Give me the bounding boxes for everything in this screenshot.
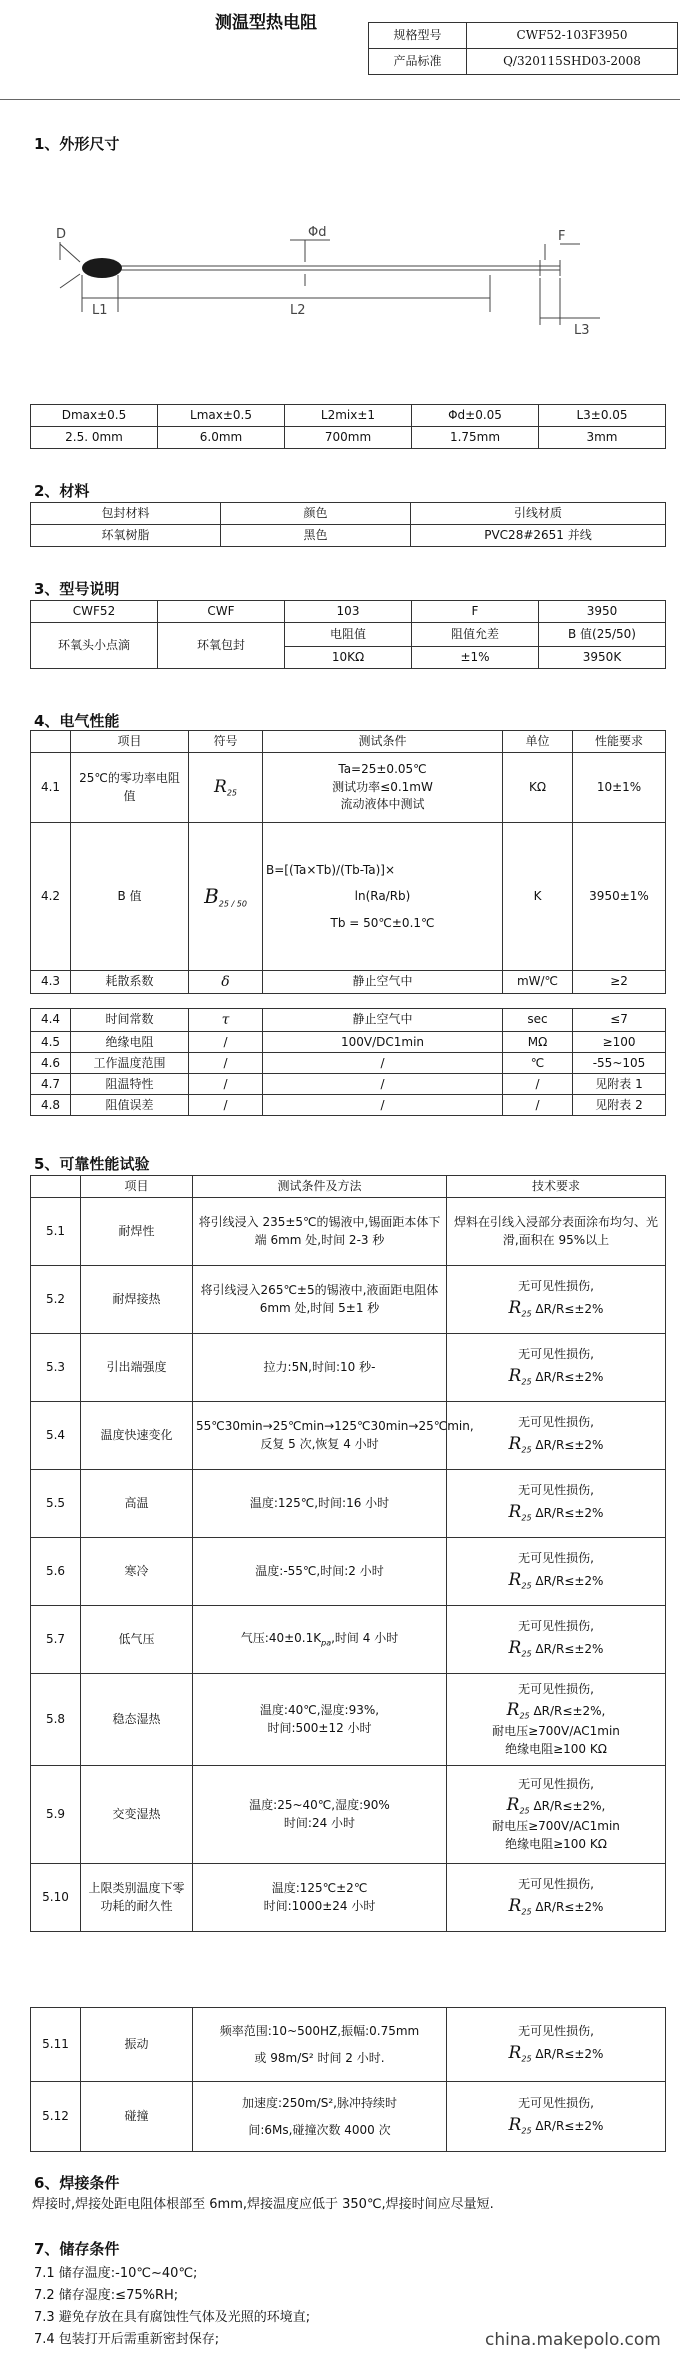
row-number: 5.2 <box>31 1266 81 1334</box>
test-condition: Ta=25±0.05℃ 测试功率≤0.1mW 流动液体中测试 <box>263 753 503 823</box>
item-name: 温度快速变化 <box>81 1402 193 1470</box>
item-name: 引出端强度 <box>81 1334 193 1402</box>
requirement: 见附表 2 <box>573 1095 666 1116</box>
row-number: 5.11 <box>31 2008 81 2082</box>
item-name: 振动 <box>81 2008 193 2082</box>
section-7-title: 7、储存条件 <box>34 2240 120 2258</box>
storage-item: 7.2 储存湿度:≤75%RH; <box>34 2288 179 2303</box>
item-name: 工作温度范围 <box>71 1053 189 1074</box>
requirement: 3950±1% <box>573 823 666 971</box>
requirement: 无可见性损伤, $R_{25}$ ΔR/R≤±2% <box>447 1334 666 1402</box>
row-number: 5.12 <box>31 2082 81 2152</box>
item-name: 阻温特性 <box>71 1074 189 1095</box>
requirement: ≥2 <box>573 971 666 994</box>
electrical-table-2 <box>30 1008 666 1116</box>
dim-value: 2.5. 0mm <box>31 427 158 449</box>
item-name: 稳态湿热 <box>81 1674 193 1766</box>
soldering-note: 焊接时,焊接处距电阻体根部至 6mm,焊接温度应低于 350℃,焊接时间应尽量短. <box>32 2197 494 2212</box>
test-condition: 静止空气中 <box>263 971 503 994</box>
item-name: 时间常数 <box>71 1009 189 1032</box>
item-name: 寒冷 <box>81 1538 193 1606</box>
unit: / <box>503 1095 573 1116</box>
item-name: 上限类别温度下零功耗的耐久性 <box>81 1864 193 1932</box>
row-number: 5.1 <box>31 1198 81 1266</box>
unit: MΩ <box>503 1032 573 1053</box>
item-name: 阻值误差 <box>71 1095 189 1116</box>
dim-label-l2: L2 <box>290 303 306 318</box>
item-name: 绝缘电阻 <box>71 1032 189 1053</box>
section-4-title: 4、电气性能 <box>34 712 120 730</box>
model-value: 3950K <box>539 647 666 669</box>
item-name: 高温 <box>81 1470 193 1538</box>
model-table <box>30 600 666 669</box>
model-value: 10KΩ <box>285 647 412 669</box>
thermistor-bead <box>82 258 122 278</box>
elec-header: 项目 <box>71 731 189 753</box>
dim-label-phid: Φd <box>308 225 327 240</box>
dim-label-l3: L3 <box>574 323 590 338</box>
model-code: 103 <box>285 601 412 623</box>
requirement: 见附表 1 <box>573 1074 666 1095</box>
requirement: 焊料在引线入浸部分表面涂布均匀、光滑,面积在 95%以上 <box>447 1198 666 1266</box>
elec-header: 符号 <box>189 731 263 753</box>
model-code: F <box>412 601 539 623</box>
elec-header: 测试条件 <box>263 731 503 753</box>
row-number: 4.3 <box>31 971 71 994</box>
requirement: 无可见性损伤, $R_{25}$ ΔR/R≤±2% <box>447 1470 666 1538</box>
unit: / <box>503 1074 573 1095</box>
item-name: 耐焊性 <box>81 1198 193 1266</box>
test-condition: 温度:-55℃,时间:2 小时 <box>193 1538 447 1606</box>
symbol: $R_{25}$ <box>189 753 263 823</box>
test-condition: 将引线浸入 235±5℃的锡液中,锡面距本体下端 6mm 处,时间 2-3 秒 <box>193 1198 447 1266</box>
material-value: PVC28#2651 并线 <box>411 525 666 547</box>
requirement: 无可见性损伤, $R_{25}$ ΔR/R≤±2%, 耐电压≥700V/AC1min 绝缘电阻≥100 KΩ <box>447 1674 666 1766</box>
symbol: / <box>189 1053 263 1074</box>
requirement: 无可见性损伤, $R_{25}$ ΔR/R≤±2% <box>447 2008 666 2082</box>
dim-header: Dmax±0.5 <box>31 405 158 427</box>
requirement: 无可见性损伤, $R_{25}$ ΔR/R≤±2% <box>447 2082 666 2152</box>
requirement: 无可见性损伤, $R_{25}$ ΔR/R≤±2% <box>447 1266 666 1334</box>
dim-label-d: D <box>56 227 67 242</box>
dim-label-f: F <box>558 229 566 244</box>
test-condition: 温度:40℃,湿度:93%, 时间:500±12 小时 <box>193 1674 447 1766</box>
model-code: CWF52 <box>31 601 158 623</box>
dim-value: 3mm <box>539 427 666 449</box>
test-condition: 气压$:40\pm 0.1K_{pa}$,时间 4 小时 <box>193 1606 447 1674</box>
row-number: 5.3 <box>31 1334 81 1402</box>
row-number: 4.6 <box>31 1053 71 1074</box>
row-number: 5.5 <box>31 1470 81 1538</box>
material-table <box>30 502 666 547</box>
header-divider <box>0 99 680 100</box>
row-number: 4.2 <box>31 823 71 971</box>
test-condition: 温度:125℃,时间:16 小时 <box>193 1470 447 1538</box>
row-number: 5.4 <box>31 1402 81 1470</box>
row-number: 5.9 <box>31 1766 81 1864</box>
requirement: 无可见性损伤, $R_{25}$ ΔR/R≤±2% <box>447 1538 666 1606</box>
symbol: / <box>189 1074 263 1095</box>
item-name: 25℃的零功率电阻值 <box>71 753 189 823</box>
row-number: 4.4 <box>31 1009 71 1032</box>
header-spec-table <box>368 22 678 75</box>
elec-header: 单位 <box>503 731 573 753</box>
item-name: B 值 <box>71 823 189 971</box>
dim-header: Φd±0.05 <box>412 405 539 427</box>
test-condition: 静止空气中 <box>263 1009 503 1032</box>
unit: mW/℃ <box>503 971 573 994</box>
requirement: 无可见性损伤, $R_{25}$ ΔR/R≤±2% <box>447 1402 666 1470</box>
spec-value: CWF52-103F3950 <box>467 23 678 49</box>
row-number: 5.6 <box>31 1538 81 1606</box>
symbol: / <box>189 1032 263 1053</box>
document-title: 测温型热电阻 <box>215 13 317 33</box>
material-header: 引线材质 <box>411 503 666 525</box>
dim-header: L2mix±1 <box>285 405 412 427</box>
dim-label-l1: L1 <box>92 303 108 318</box>
rel-header: 测试条件及方法 <box>193 1176 447 1198</box>
section-2-title: 2、材料 <box>34 482 90 500</box>
material-value: 环氧树脂 <box>31 525 221 547</box>
model-meaning: 电阻值 <box>285 623 412 647</box>
section-1-title: 1、外形尺寸 <box>34 135 120 153</box>
unit: K <box>503 823 573 971</box>
item-name: 低气压 <box>81 1606 193 1674</box>
dimension-table <box>30 404 666 449</box>
unit: sec <box>503 1009 573 1032</box>
dimension-drawing <box>40 200 630 350</box>
requirement: -55~105 <box>573 1053 666 1074</box>
item-name: 交变湿热 <box>81 1766 193 1864</box>
model-code: 3950 <box>539 601 666 623</box>
storage-item: 7.1 储存温度:-10℃~40℃; <box>34 2266 198 2281</box>
model-code: CWF <box>158 601 285 623</box>
model-meaning: B 值(25/50) <box>539 623 666 647</box>
test-condition: 温度:25~40℃,湿度:90% 时间:24 小时 <box>193 1766 447 1864</box>
model-meaning: 环氧包封 <box>158 623 285 669</box>
item-name: 耐焊接热 <box>81 1266 193 1334</box>
test-condition: 100V/DC1min <box>263 1032 503 1053</box>
requirement: ≤7 <box>573 1009 666 1032</box>
rel-header: 项目 <box>81 1176 193 1198</box>
test-condition: / <box>263 1074 503 1095</box>
std-value: Q/320115SHD03-2008 <box>467 49 678 75</box>
material-value: 黑色 <box>221 525 411 547</box>
test-condition: 加速度:250m/S²,脉冲持续时 间:6Ms,碰撞次数 4000 次 <box>193 2082 447 2152</box>
test-condition: 拉力:5N,时间:10 秒- <box>193 1334 447 1402</box>
electrical-table <box>30 730 666 994</box>
test-condition: 55℃30min→25℃min→125℃30min→25℃min,反复 5 次,恢复 4 小时 <box>193 1402 447 1470</box>
material-header: 包封材料 <box>31 503 221 525</box>
row-number: 5.7 <box>31 1606 81 1674</box>
test-condition: 温度:125℃±2℃ 时间:1000±24 小时 <box>193 1864 447 1932</box>
test-condition: B=[(Ta×Tb)/(Tb-Ta)]× ln(Ra/Rb) Tb = 50℃±0.1℃ <box>263 823 503 971</box>
reliability-table <box>30 1175 666 1932</box>
row-number: 4.1 <box>31 753 71 823</box>
dim-header: L3±0.05 <box>539 405 666 427</box>
storage-item: 7.3 避免存放在具有腐蚀性气体及光照的环境直; <box>34 2310 311 2325</box>
test-condition: / <box>263 1095 503 1116</box>
row-number: 5.10 <box>31 1864 81 1932</box>
requirement: 无可见性损伤, $R_{25}$ ΔR/R≤±2%, 耐电压≥700V/AC1min 绝缘电阻≥100 KΩ <box>447 1766 666 1864</box>
section-3-title: 3、型号说明 <box>34 580 120 598</box>
symbol: $B_{25 / 50}$ <box>189 823 263 971</box>
rel-header: 技术要求 <box>447 1176 666 1198</box>
test-condition: 将引线浸入265℃±5的锡液中,液面距电阻体 6mm 处,时间 5±1 秒 <box>193 1266 447 1334</box>
row-number: 4.7 <box>31 1074 71 1095</box>
item-name: 耗散系数 <box>71 971 189 994</box>
watermark: china.makepolo.com <box>485 2330 661 2350</box>
requirement: 无可见性损伤, $R_{25}$ ΔR/R≤±2% <box>447 1606 666 1674</box>
requirement: 10±1% <box>573 753 666 823</box>
storage-item: 7.4 包装打开后需重新密封保存; <box>34 2332 220 2347</box>
requirement: ≥100 <box>573 1032 666 1053</box>
std-label: 产品标准 <box>369 49 467 75</box>
row-number: 4.8 <box>31 1095 71 1116</box>
unit: KΩ <box>503 753 573 823</box>
requirement: 无可见性损伤, $R_{25}$ ΔR/R≤±2% <box>447 1864 666 1932</box>
symbol: δ <box>189 971 263 994</box>
dim-header: Lmax±0.5 <box>158 405 285 427</box>
material-header: 颜色 <box>221 503 411 525</box>
reliability-table-2 <box>30 2007 666 2152</box>
dim-value: 700mm <box>285 427 412 449</box>
model-meaning: 阻值允差 <box>412 623 539 647</box>
row-number: 4.5 <box>31 1032 71 1053</box>
dim-value: 1.75mm <box>412 427 539 449</box>
section-5-title: 5、可靠性能试验 <box>34 1155 150 1173</box>
model-value: ±1% <box>412 647 539 669</box>
symbol: τ <box>189 1009 263 1032</box>
unit: ℃ <box>503 1053 573 1074</box>
elec-header: 性能要求 <box>573 731 666 753</box>
row-number: 5.8 <box>31 1674 81 1766</box>
model-meaning: 环氧头小点滴 <box>31 623 158 669</box>
dim-value: 6.0mm <box>158 427 285 449</box>
spec-label: 规格型号 <box>369 23 467 49</box>
item-name: 碰撞 <box>81 2082 193 2152</box>
test-condition: 频率范围:10~500HZ,振幅:0.75mm 或 98m/S² 时间 2 小时. <box>193 2008 447 2082</box>
section-6-title: 6、焊接条件 <box>34 2174 120 2192</box>
symbol: / <box>189 1095 263 1116</box>
test-condition: / <box>263 1053 503 1074</box>
